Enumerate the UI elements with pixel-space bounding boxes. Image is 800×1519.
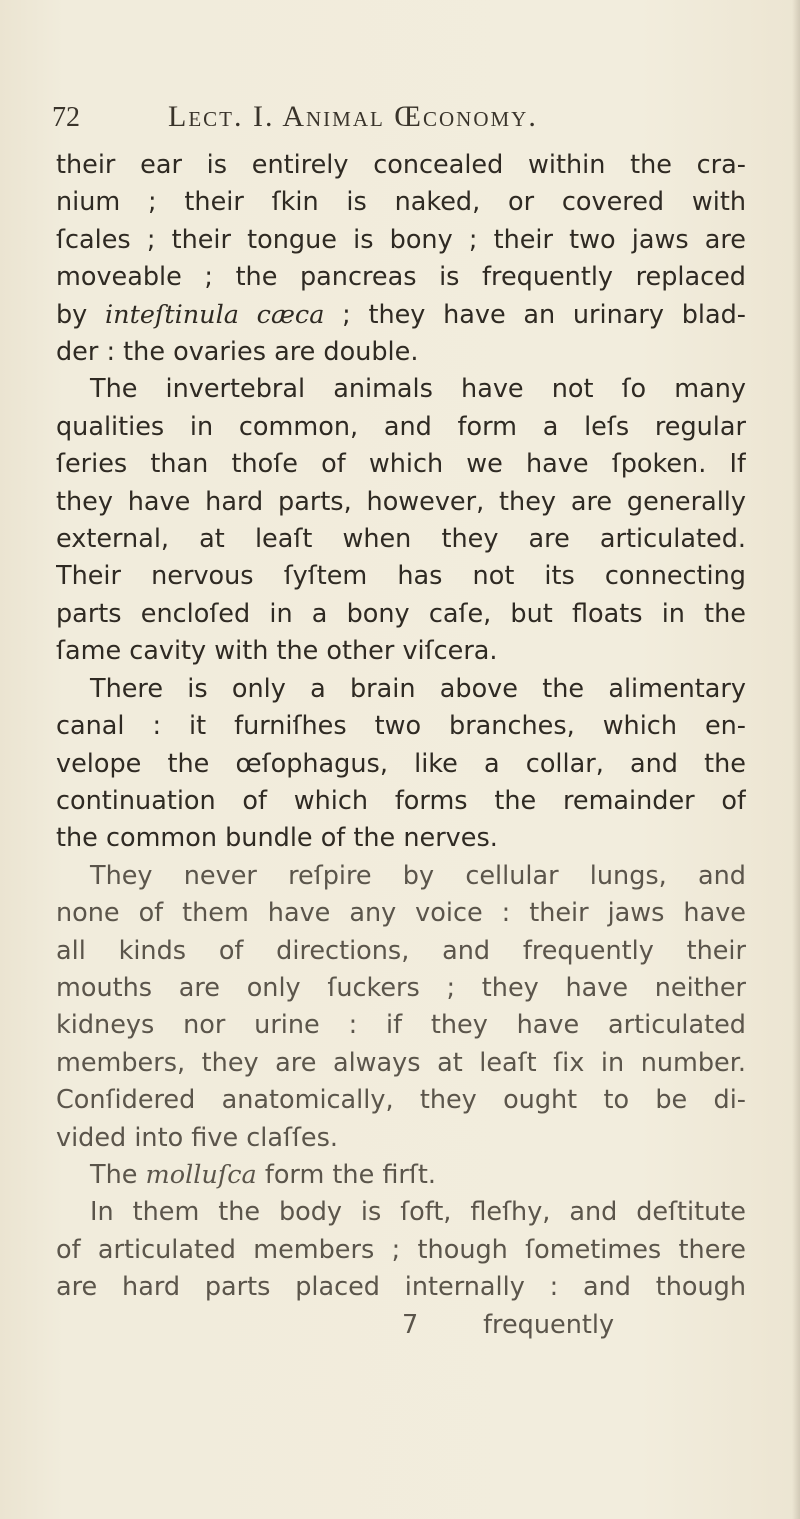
text-line: ſcales ; their tongue is bony ; their two jaws are — [56, 224, 746, 255]
text-fragment: form the firſt. — [256, 1159, 436, 1190]
paragraph-start-line: In them the body is ſoft, fleſhy, and deſtitute — [90, 1197, 746, 1228]
text-line: continuation of which forms the remainder of — [56, 785, 746, 816]
text-line: ſeries than thoſe of which we have ſpoken. If — [56, 449, 746, 480]
text-line: qualities in common, and form a leſs regular — [56, 411, 746, 442]
page-edge-shadow — [792, 0, 800, 1519]
text-line: nium ; their ſkin is naked, or covered with — [56, 187, 746, 218]
signature-catchword-line: 7 frequently — [402, 1309, 615, 1340]
text-fragment: The — [90, 1159, 146, 1190]
page-header — [52, 100, 752, 140]
text-fragment: ; they have an urinary blad- — [324, 299, 746, 330]
text-line: kidneys nor urine : if they have articulated — [56, 1010, 746, 1041]
text-line: of articulated members ; though ſometimes there — [56, 1234, 746, 1265]
text-line: they have hard parts, however, they are generally — [56, 486, 746, 517]
italic-term: inteſtinula cæca — [105, 299, 325, 330]
text-line: velope the œſophagus, like a collar, and the — [56, 748, 746, 779]
paragraph-start-line: The invertebral animals have not ſo many — [90, 374, 746, 405]
body-text — [56, 147, 746, 1344]
text-line: external, at leaſt when they are articulated. — [56, 524, 746, 555]
paragraph-start-line: They never reſpire by cellular lungs, and — [90, 860, 746, 891]
text-fragment: by — [56, 299, 105, 330]
paragraph-start-line — [56, 1157, 746, 1194]
text-line: ſame cavity with the other viſcera. — [56, 636, 498, 667]
text-line: all kinds of directions, and frequently their — [56, 935, 746, 966]
italic-term: molluſca — [145, 1159, 257, 1190]
text-line: moveable ; the pancreas is frequently replaced — [56, 262, 746, 293]
text-line: mouths are only ſuckers ; they have neither — [56, 972, 746, 1003]
text-line: der : the ovaries are double. — [56, 337, 419, 368]
text-line: canal : it furniſhes two branches, which en- — [56, 711, 746, 742]
text-line: Conſidered anatomically, they ought to be di- — [56, 1085, 746, 1116]
text-line: members, they are always at leaſt ſix in number. — [56, 1047, 746, 1078]
text-line: none of them have any voice : their jaws have — [56, 898, 746, 929]
running-head: Lect. I. Animal Œconomy. — [168, 100, 538, 133]
page-number: 72 — [52, 102, 80, 133]
text-line: vided into five claſſes. — [56, 1122, 339, 1153]
text-line: are hard parts placed internally : and though — [56, 1272, 746, 1303]
text-line: Their nervous ſyſtem has not its connecting — [56, 561, 746, 592]
paragraph-start-line: There is only a brain above the alimentary — [90, 673, 746, 704]
text-line: their ear is entirely concealed within the cra- — [56, 150, 746, 180]
text-line: the common bundle of the nerves. — [56, 823, 498, 854]
text-line: parts encloſed in a bony caſe, but floats in the — [56, 598, 746, 629]
text-line — [56, 297, 746, 334]
